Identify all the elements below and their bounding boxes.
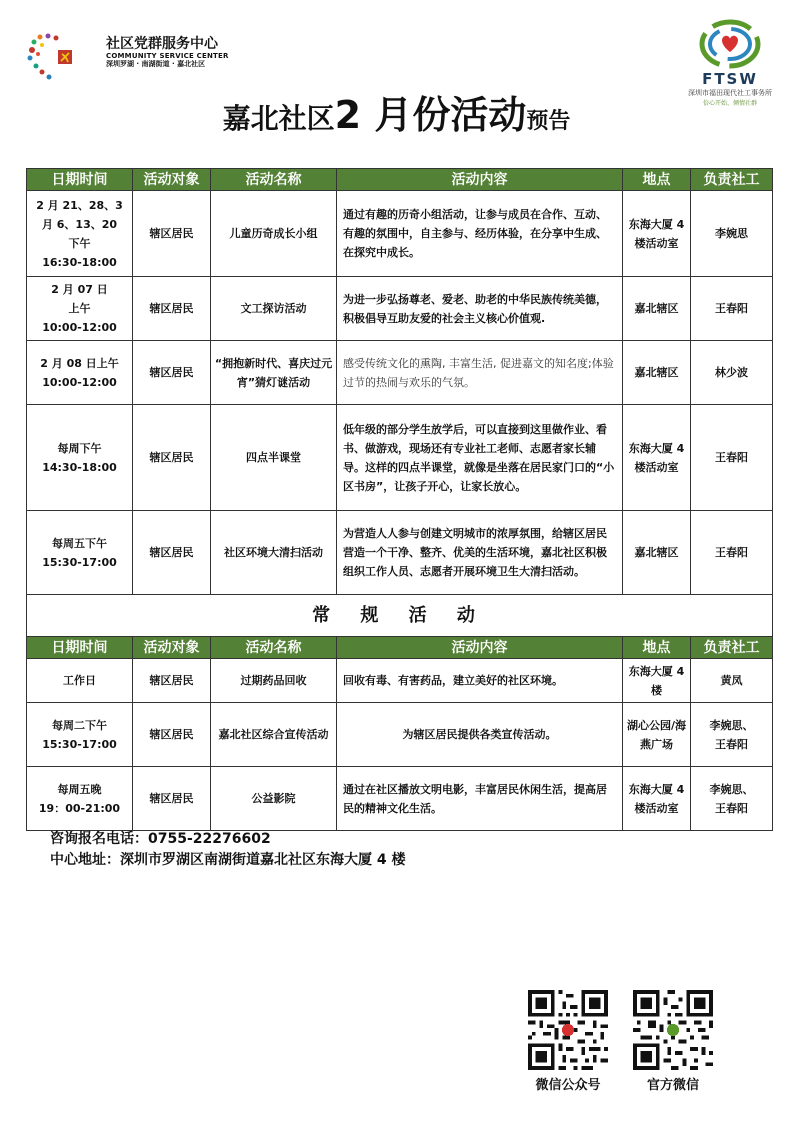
cell-name: “拥抱新时代、喜庆过元宵”猜灯谜活动 <box>211 341 337 405</box>
col-header-place: 地点 <box>623 169 691 191</box>
cell-worker: 李婉思、 王春阳 <box>691 767 773 831</box>
cell-date: 每周二下午 15:30-17:00 <box>27 703 133 767</box>
cell-place: 湖心公园/海燕广场 <box>623 703 691 767</box>
col-header-content: 活动内容 <box>337 169 623 191</box>
contact-address: 中心地址：深圳市罗湖区南湖街道嘉北社区东海大厦 4 楼 <box>50 852 406 868</box>
qr-code-icon <box>633 990 713 1070</box>
table-row <box>27 659 773 703</box>
cell-content: 低年级的部分学生放学后，可以直接到这里做作业、看书、做游戏，现场还有专业社工老师、志愿者家长辅导。这样的四点半课堂，就像是坐落在居民家门口的“小区书房”，让孩子开心，让家长放心。 <box>337 405 623 511</box>
col-header-target: 活动对象 <box>133 169 211 191</box>
title-part-preview: 预告 <box>526 109 571 134</box>
cell-target: 辖区居民 <box>133 659 211 703</box>
schedule-table <box>26 168 773 831</box>
qr-caption: 微信公众号 <box>535 1078 601 1093</box>
table-row <box>27 703 773 767</box>
page-title <box>0 84 793 139</box>
qr-caption: 官方微信 <box>646 1078 699 1093</box>
table-header-row <box>27 637 773 659</box>
cell-date: 每周下午 14:30-18:00 <box>27 405 133 511</box>
cell-date: 每周五下午 15:30-17:00 <box>27 511 133 595</box>
col-header-name: 活动名称 <box>211 169 337 191</box>
cell-place: 嘉北辖区 <box>623 511 691 595</box>
cell-target: 辖区居民 <box>133 767 211 831</box>
header-left <box>22 28 282 88</box>
cell-name: 嘉北社区综合宣传活动 <box>211 703 337 767</box>
cell-worker: 黄凤 <box>691 659 773 703</box>
col-header-worker: 负责社工 <box>691 169 773 191</box>
table-row <box>27 277 773 341</box>
cell-name: 公益影院 <box>211 767 337 831</box>
cell-content: 通过有趣的历奇小组活动，让参与成员在合作、互动、有趣的氛围中，自主参与、经历体验，在分享中生成、在探究中成长。 <box>337 191 623 277</box>
cell-content: 为进一步弘扬尊老、爱老、助老的中华民族传统美德，积极倡导互助友爱的社会主义核心价值观. <box>337 277 623 341</box>
cell-date: 2 月 08 日上午 10:00-12:00 <box>27 341 133 405</box>
qr-code-icon <box>528 990 608 1070</box>
org-name-en: COMMUNITY SERVICE CENTER <box>106 52 229 61</box>
cell-date: 2 月 07 日 上午 10:00-12:00 <box>27 277 133 341</box>
cell-target: 辖区居民 <box>133 341 211 405</box>
col-header-content: 活动内容 <box>337 637 623 659</box>
cell-name: 文工探访活动 <box>211 277 337 341</box>
cell-name: 社区环境大清扫活动 <box>211 511 337 595</box>
cell-worker: 林少波 <box>691 341 773 405</box>
cell-worker: 王春阳 <box>691 405 773 511</box>
table-row <box>27 767 773 831</box>
cell-target: 辖区居民 <box>133 703 211 767</box>
cell-worker: 李婉思、 王春阳 <box>691 703 773 767</box>
contact-info <box>50 829 406 871</box>
table-header-row <box>27 169 773 191</box>
cell-name: 儿童历奇成长小组 <box>211 191 337 277</box>
cell-content: 为辖区居民提供各类宣传活动。 <box>337 703 623 767</box>
table-row <box>27 405 773 511</box>
section-row <box>27 595 773 637</box>
qr-wechat-public <box>523 990 613 1093</box>
cell-target: 辖区居民 <box>133 511 211 595</box>
table-row <box>27 341 773 405</box>
table-row <box>27 511 773 595</box>
cell-worker: 王春阳 <box>691 277 773 341</box>
contact-phone: 咨询报名电话：0755-22276602 <box>50 831 271 847</box>
section-title-regular: 常 规 活 动 <box>27 595 773 637</box>
title-part-month: 2 月份活动 <box>334 93 527 137</box>
cell-target: 辖区居民 <box>133 191 211 277</box>
cell-date: 每周五晚 19：00-21:00 <box>27 767 133 831</box>
cell-place: 嘉北辖区 <box>623 341 691 405</box>
cell-target: 辖区居民 <box>133 277 211 341</box>
col-header-name: 活动名称 <box>211 637 337 659</box>
cell-name: 四点半课堂 <box>211 405 337 511</box>
cell-place: 东海大厦 4 楼活动室 <box>623 191 691 277</box>
cell-place: 东海大厦 4 楼活动室 <box>623 405 691 511</box>
org-name-cn: 社区党群服务中心 <box>106 36 218 52</box>
ftsw-logo-icon <box>695 18 765 70</box>
cell-content: 通过在社区播放文明电影，丰富居民休闲生活，提高居民的精神文化生活。 <box>337 767 623 831</box>
qr-official-wechat <box>628 990 718 1093</box>
col-header-date: 日期时间 <box>27 637 133 659</box>
ftsw-brand: FTSW <box>702 70 758 88</box>
community-logo-icon <box>22 28 82 88</box>
cell-content: 回收有毒、有害药品，建立美好的社区环境。 <box>337 659 623 703</box>
cell-content: 感受传统文化的熏陶, 丰富生活, 促进嘉文的知名度;体验过节的热闹与欢乐的气氛。 <box>337 341 623 405</box>
cell-worker: 王春阳 <box>691 511 773 595</box>
cell-worker: 李婉思 <box>691 191 773 277</box>
cell-date: 2 月 21、28、3 月 6、13、20 下午 16:30-18:00 <box>27 191 133 277</box>
cell-name: 过期药品回收 <box>211 659 337 703</box>
col-header-target: 活动对象 <box>133 637 211 659</box>
cell-place: 嘉北辖区 <box>623 277 691 341</box>
ftsw-slogan: 倍心开始、倾情社群 <box>702 100 757 107</box>
cell-date: 工作日 <box>27 659 133 703</box>
col-header-date: 日期时间 <box>27 169 133 191</box>
cell-target: 辖区居民 <box>133 405 211 511</box>
title-part-community: 嘉北社区 <box>222 102 335 135</box>
ftsw-org-name: 深圳市福田现代社工事务所 <box>688 89 772 97</box>
org-location: 深圳罗湖 · 南湖街道 · 嘉北社区 <box>106 60 206 69</box>
cell-place: 东海大厦 4 楼 <box>623 659 691 703</box>
cell-place: 东海大厦 4 楼活动室 <box>623 767 691 831</box>
col-header-place: 地点 <box>623 637 691 659</box>
cell-content: 为营造人人参与创建文明城市的浓厚氛围，给辖区居民营造一个干净、整齐、优美的生活环境，嘉北社区积极组织工作人员、志愿者开展环境卫生大清扫活动。 <box>337 511 623 595</box>
table-row <box>27 191 773 277</box>
col-header-worker: 负责社工 <box>691 637 773 659</box>
